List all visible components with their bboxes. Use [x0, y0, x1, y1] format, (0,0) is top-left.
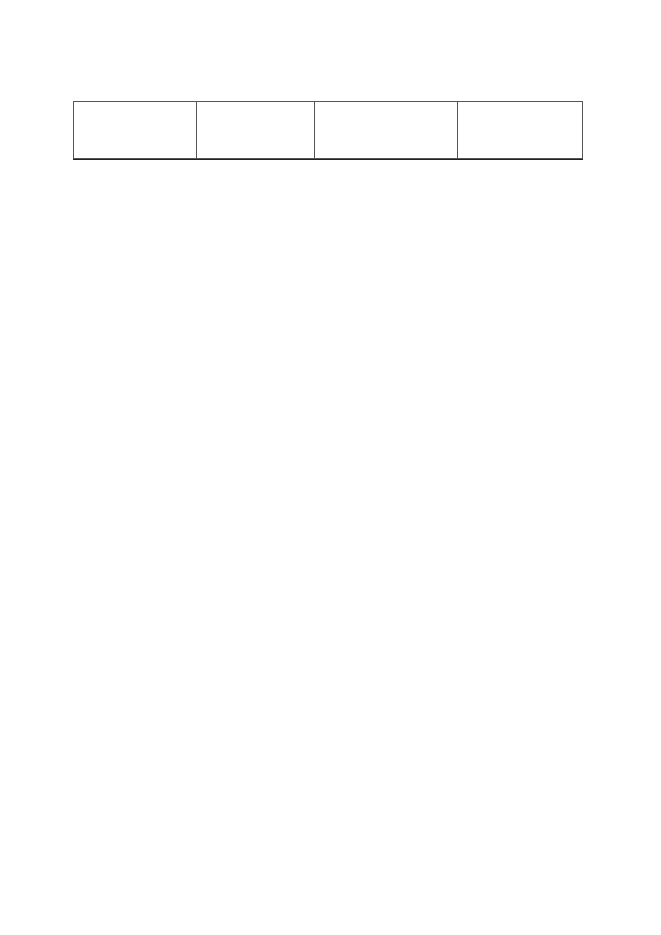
table-header-test-current: [197, 102, 315, 159]
short-time-withstand-current-table: [73, 101, 583, 160]
table-header-min-duration: [458, 102, 583, 159]
table-header-rated-current: [74, 102, 197, 159]
page-content: [73, 92, 583, 174]
table-header-peak-factor: [315, 102, 458, 159]
